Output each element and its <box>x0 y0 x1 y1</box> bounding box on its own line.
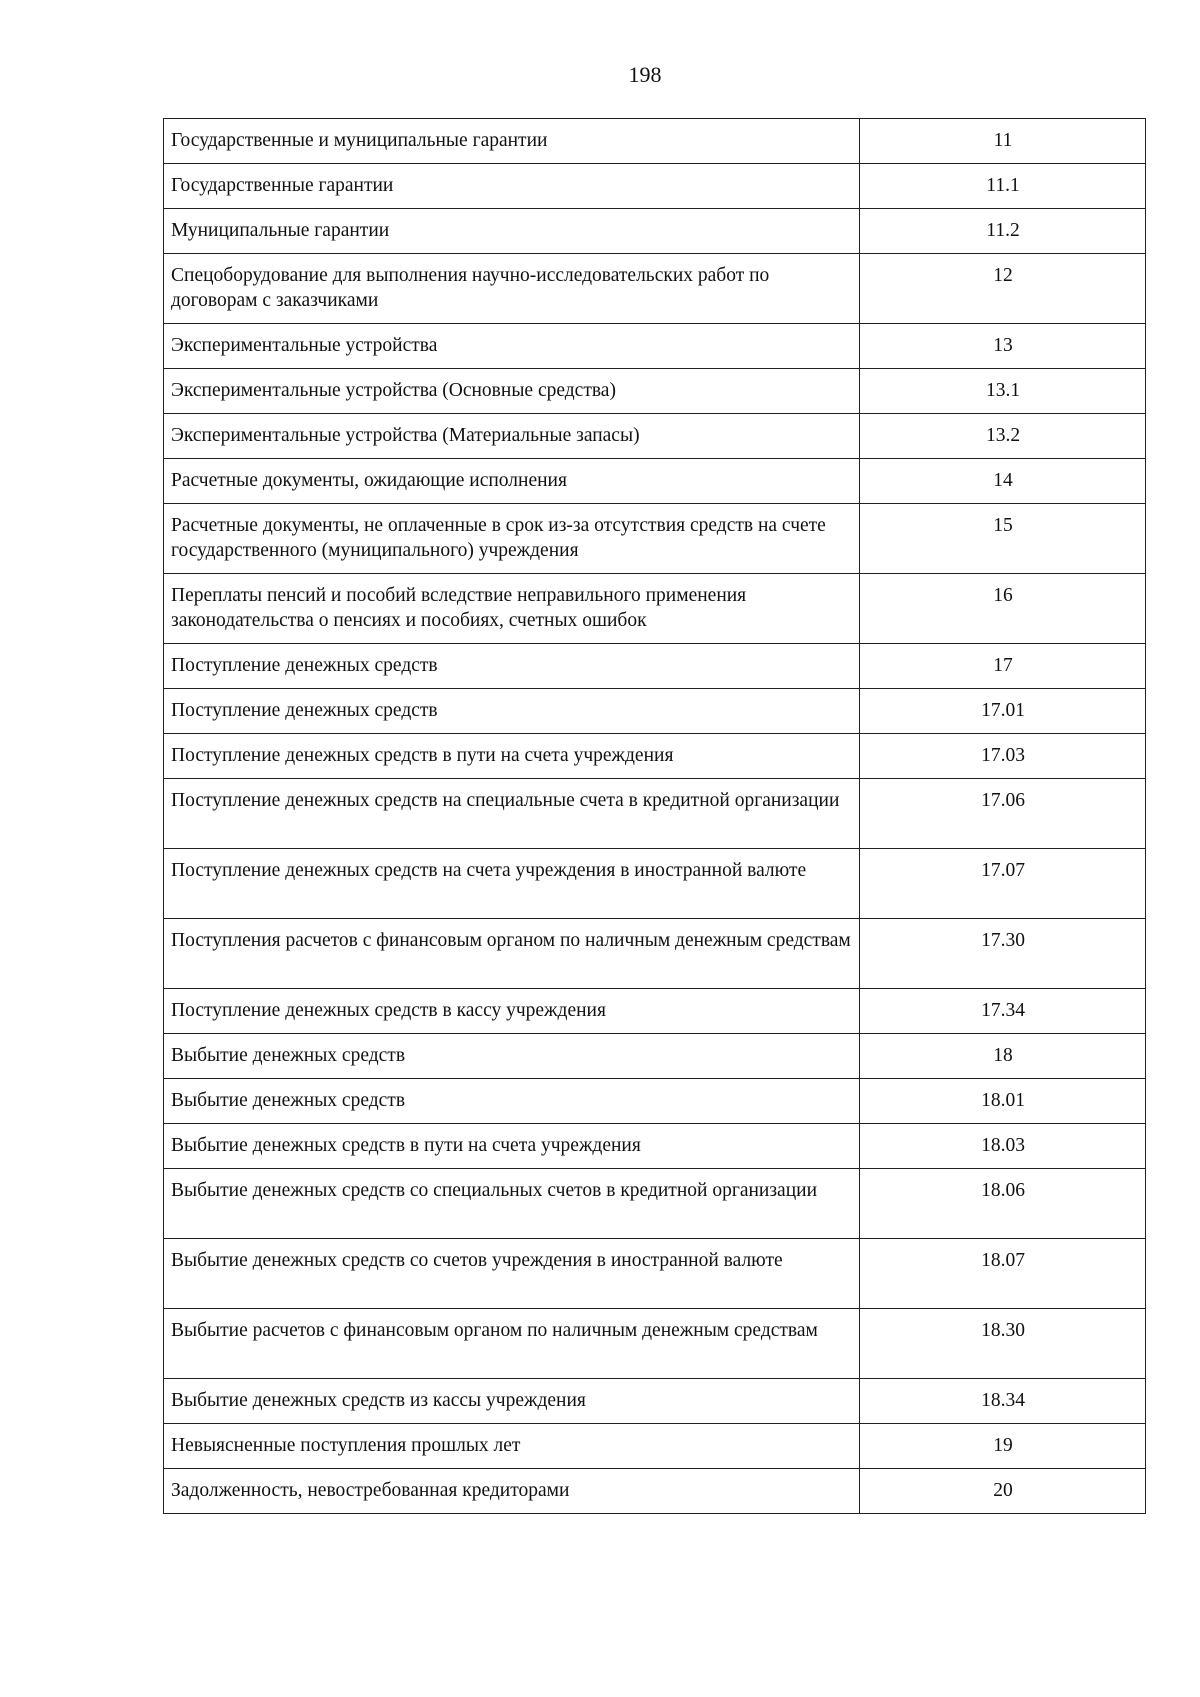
row-name: Спецоборудование для выполнения научно-исследовательских работ по договорам с заказчиками <box>164 254 860 324</box>
table-row <box>164 369 1146 414</box>
table-row <box>164 504 1146 574</box>
row-name: Расчетные документы, не оплаченные в срок из-за отсутствия средств на счете государственного (муниципального) учреждения <box>164 504 860 574</box>
table-row <box>164 919 1146 989</box>
row-name: Выбытие денежных средств <box>164 1079 860 1124</box>
row-name: Выбытие расчетов с финансовым органом по наличным денежным средствам <box>164 1309 860 1379</box>
row-code: 15 <box>860 504 1146 574</box>
table-row <box>164 1309 1146 1379</box>
table-row <box>164 324 1146 369</box>
table-row <box>164 1424 1146 1469</box>
row-name: Выбытие денежных средств со специальных счетов в кредитной организации <box>164 1169 860 1239</box>
table-row <box>164 209 1146 254</box>
table-row <box>164 779 1146 849</box>
table-row <box>164 1379 1146 1424</box>
row-name: Поступления расчетов с финансовым органом по наличным денежным средствам <box>164 919 860 989</box>
row-code: 18.30 <box>860 1309 1146 1379</box>
row-code: 11.2 <box>860 209 1146 254</box>
table-row <box>164 1239 1146 1309</box>
row-code: 18.06 <box>860 1169 1146 1239</box>
row-name: Невыясненные поступления прошлых лет <box>164 1424 860 1469</box>
row-code: 14 <box>860 459 1146 504</box>
row-name: Экспериментальные устройства <box>164 324 860 369</box>
row-code: 13 <box>860 324 1146 369</box>
row-name: Выбытие денежных средств со счетов учреждения в иностранной валюте <box>164 1239 860 1309</box>
table-row <box>164 414 1146 459</box>
row-name: Переплаты пенсий и пособий вследствие неправильного применения законодательства о пенсиях и пособиях, счетных ошибок <box>164 574 860 644</box>
table-row <box>164 254 1146 324</box>
row-code: 17.06 <box>860 779 1146 849</box>
page-number: 198 <box>628 62 662 87</box>
row-code: 17.30 <box>860 919 1146 989</box>
row-code: 18.03 <box>860 1124 1146 1169</box>
row-code: 11 <box>860 119 1146 164</box>
row-code: 13.2 <box>860 414 1146 459</box>
table-row <box>164 1124 1146 1169</box>
row-name: Поступление денежных средств на специальные счета в кредитной организации <box>164 779 860 849</box>
row-name: Поступление денежных средств <box>164 689 860 734</box>
row-name: Государственные и муниципальные гарантии <box>164 119 860 164</box>
row-code: 11.1 <box>860 164 1146 209</box>
row-code: 16 <box>860 574 1146 644</box>
table-row <box>164 849 1146 919</box>
table-row <box>164 164 1146 209</box>
row-code: 13.1 <box>860 369 1146 414</box>
table-row <box>164 644 1146 689</box>
table-row <box>164 1169 1146 1239</box>
table-row <box>164 989 1146 1034</box>
row-code: 19 <box>860 1424 1146 1469</box>
row-name: Поступление денежных средств в пути на счета учреждения <box>164 734 860 779</box>
row-code: 17.34 <box>860 989 1146 1034</box>
row-code: 20 <box>860 1469 1146 1514</box>
row-name: Муниципальные гарантии <box>164 209 860 254</box>
row-name: Выбытие денежных средств из кассы учреждения <box>164 1379 860 1424</box>
row-code: 17.03 <box>860 734 1146 779</box>
row-name: Экспериментальные устройства (Основные средства) <box>164 369 860 414</box>
row-code: 17.01 <box>860 689 1146 734</box>
table-row <box>164 1079 1146 1124</box>
table-row <box>164 574 1146 644</box>
row-code: 18.01 <box>860 1079 1146 1124</box>
row-name: Выбытие денежных средств в пути на счета учреждения <box>164 1124 860 1169</box>
row-code: 18 <box>860 1034 1146 1079</box>
row-name: Экспериментальные устройства (Материальные запасы) <box>164 414 860 459</box>
row-code: 17.07 <box>860 849 1146 919</box>
row-name: Расчетные документы, ожидающие исполнения <box>164 459 860 504</box>
row-name: Выбытие денежных средств <box>164 1034 860 1079</box>
row-code: 17 <box>860 644 1146 689</box>
table-row <box>164 119 1146 164</box>
row-code: 18.07 <box>860 1239 1146 1309</box>
row-name: Поступление денежных средств на счета учреждения в иностранной валюте <box>164 849 860 919</box>
accounts-table <box>163 118 1146 1514</box>
row-code: 18.34 <box>860 1379 1146 1424</box>
table-row <box>164 689 1146 734</box>
table-row <box>164 734 1146 779</box>
table-row <box>164 1469 1146 1514</box>
row-name: Поступление денежных средств в кассу учреждения <box>164 989 860 1034</box>
table-row <box>164 1034 1146 1079</box>
row-name: Поступление денежных средств <box>164 644 860 689</box>
row-code: 12 <box>860 254 1146 324</box>
row-name: Задолженность, невостребованная кредиторами <box>164 1469 860 1514</box>
row-name: Государственные гарантии <box>164 164 860 209</box>
table-row <box>164 459 1146 504</box>
